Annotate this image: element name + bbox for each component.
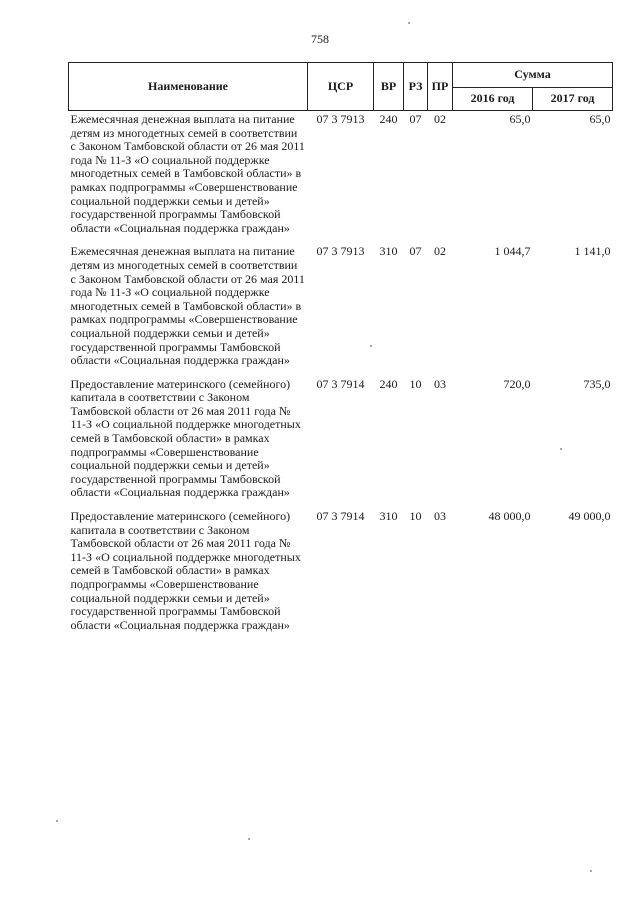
row-pr: 03	[434, 509, 446, 524]
table-row	[69, 508, 613, 640]
row-pr: 03	[434, 376, 446, 391]
scan-speck	[56, 820, 58, 822]
row-name: Предоставление материнского (семейного) капитала в соответствии с Законом Тамбовской области от 26 мая 2011 года № 11-З «О социальной поддержке многодетных семей в Тамбовской области» в рамках подпрограммы «Совершенствование социальной поддержки семьи и детей» государственной программы Тамбовской области «Социальная поддержка граждан»	[70, 376, 301, 500]
row-sum-2016: 48 000,0	[488, 509, 531, 524]
row-sum-2017: 735,0	[583, 376, 611, 391]
row-rz: 10	[409, 376, 422, 391]
scan-speck	[408, 22, 410, 24]
row-pr: 02	[434, 244, 446, 259]
row-name: Ежемесячная денежная выплата на питание детям из многодетных семей в соответствии с Законом Тамбовской области от 26 мая 2011 года № 11-З «О социальной поддержке многодетных семей в Тамбовской области» в рамках подпрограммы «Совершенствование социальной поддержки семьи и детей» государственной программы Тамбовской области «Социальная поддержка граждан»	[70, 244, 305, 368]
header-sum: Сумма	[453, 63, 613, 88]
scan-speck	[560, 448, 562, 450]
budget-table	[68, 62, 613, 640]
row-csr: 07 3 7913	[316, 244, 365, 259]
header-pr: ПР	[428, 63, 453, 111]
table-header	[69, 63, 613, 111]
row-sum-2016: 720,0	[503, 376, 531, 391]
row-csr: 07 3 7914	[316, 509, 365, 524]
row-rz: 10	[409, 509, 422, 524]
table-row	[69, 243, 613, 375]
row-vr: 240	[379, 376, 398, 391]
scan-speck	[370, 345, 372, 347]
row-sum-2017: 49 000,0	[568, 509, 611, 524]
row-vr: 240	[379, 112, 398, 126]
row-vr: 310	[379, 509, 398, 524]
row-rz: 07	[409, 112, 422, 126]
row-rz: 07	[409, 244, 422, 259]
row-name: Предоставление материнского (семейного) капитала в соответствии с Законом Тамбовской области от 26 мая 2011 года № 11-З «О социальной поддержке многодетных семей в Тамбовской области» в рамках подпрограммы «Совершенствование социальной поддержки семьи и детей» государственной программы Тамбовской области «Социальная поддержка граждан»	[70, 509, 301, 632]
row-sum-2016: 65,0	[509, 112, 531, 126]
header-rz: РЗ	[404, 63, 428, 111]
header-csr: ЦСР	[308, 63, 374, 111]
table-row	[69, 376, 613, 508]
page-number: 758	[311, 32, 329, 46]
row-sum-2017: 1 141,0	[574, 244, 611, 259]
row-name: Ежемесячная денежная выплата на питание детям из многодетных семей в соответствии с Законом Тамбовской области от 26 мая 2011 года № 11-З «О социальной поддержке многодетных семей в Тамбовской области» в рамках подпрограммы «Совершенствование социальной поддержки семьи и детей» государственной программы Тамбовской области «Социальная поддержка граждан»	[70, 112, 305, 235]
row-sum-2016: 1 044,7	[494, 244, 531, 259]
header-year-2016: 2016 год	[453, 88, 533, 111]
scan-speck	[590, 870, 592, 872]
row-csr: 07 3 7914	[316, 376, 365, 391]
header-year-2017: 2017 год	[533, 88, 613, 111]
row-pr: 02	[434, 112, 446, 126]
scan-speck	[248, 838, 250, 840]
row-csr: 07 3 7913	[316, 112, 365, 126]
header-vr: ВР	[374, 63, 404, 111]
table-row	[69, 111, 613, 244]
row-vr: 310	[379, 244, 398, 259]
row-sum-2017: 65,0	[589, 112, 611, 126]
table-body	[69, 111, 613, 641]
header-name: Наименование	[69, 63, 308, 111]
